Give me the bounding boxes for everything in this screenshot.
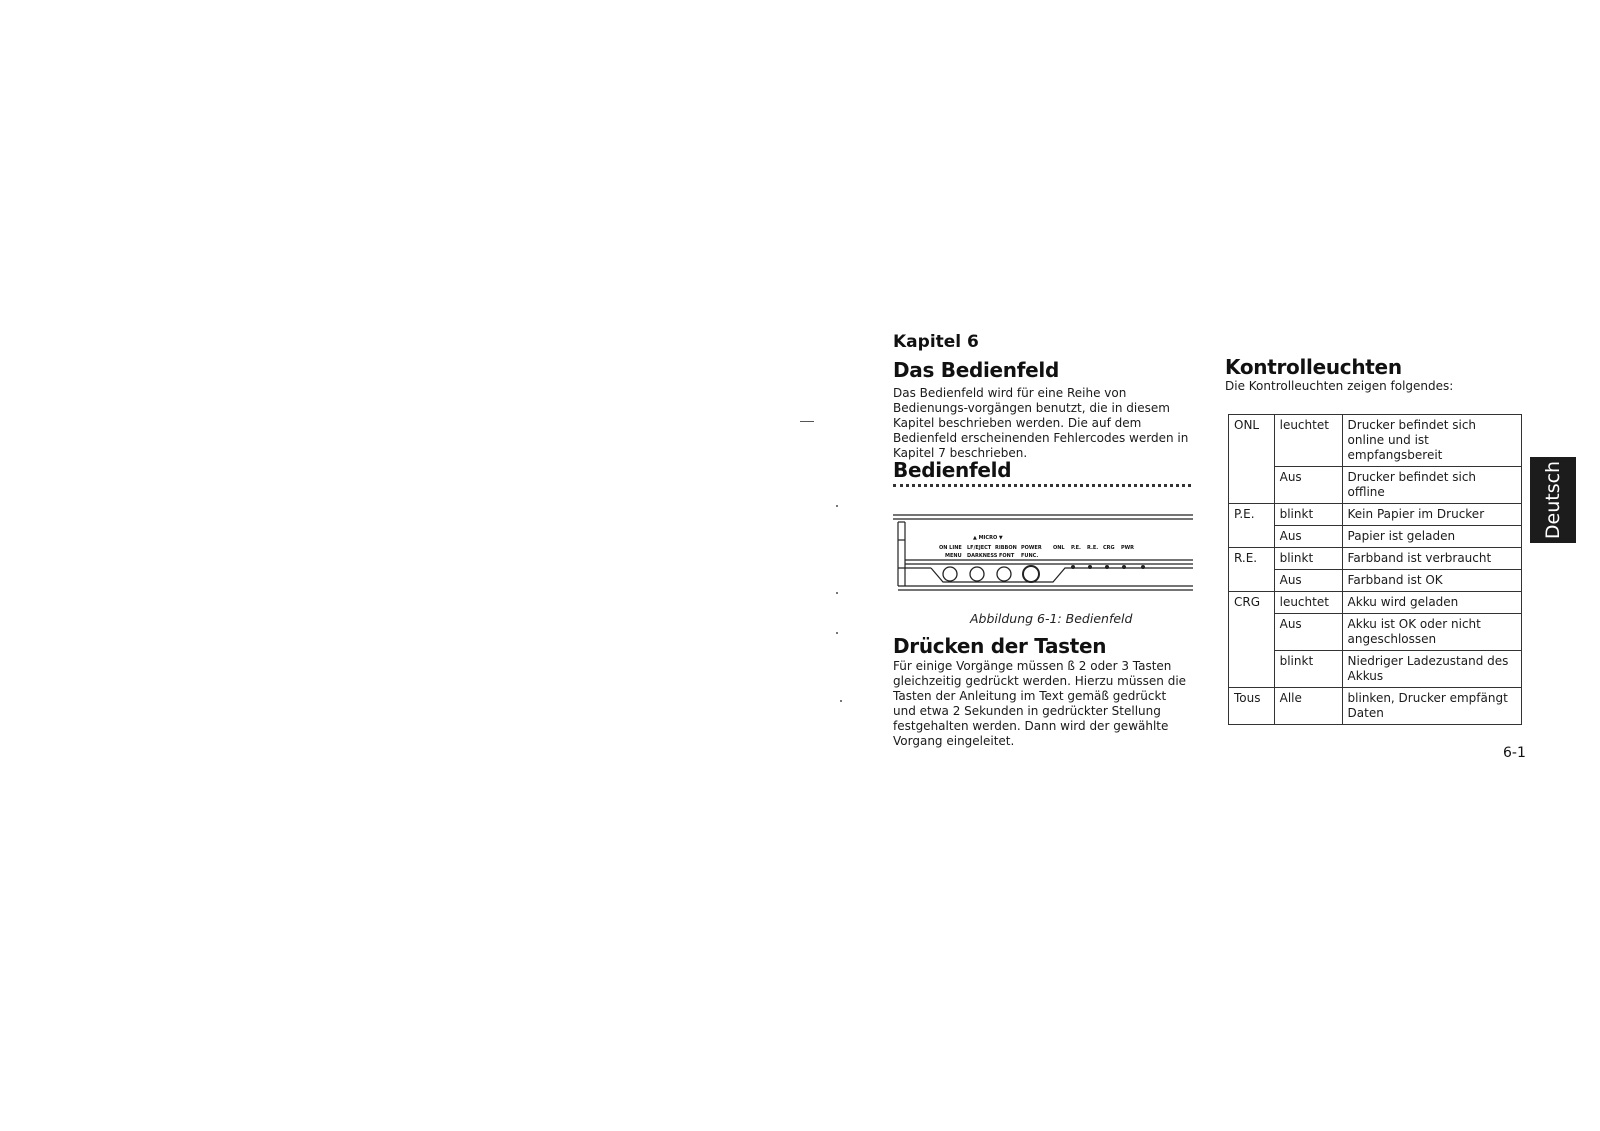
table-row (1229, 548, 1522, 570)
margin-dot (836, 592, 838, 594)
cell-desc: Papier ist geladen (1342, 526, 1521, 548)
table-row (1229, 592, 1522, 614)
cell-desc: Niedriger Ladezustand des Akkus (1342, 651, 1521, 688)
figure-caption: Abbildung 6-1: Bedienfeld (970, 611, 1133, 626)
section-title-panel: Bedienfeld (893, 458, 1012, 482)
cell-lamp: P.E. (1229, 504, 1275, 548)
lamp-crg-led (1122, 565, 1126, 569)
table-row (1229, 504, 1522, 526)
lamps-subtitle: Die Kontrolleuchten zeigen folgendes: (1225, 379, 1454, 393)
label-func: FUNC. (1021, 553, 1039, 559)
cell-state: blinkt (1274, 651, 1342, 688)
label-menu: MENU (945, 553, 962, 559)
margin-mark (800, 421, 814, 422)
section-title-keys: Drücken der Tasten (893, 634, 1107, 658)
label-lamp-pwr: PWR (1121, 545, 1135, 551)
lamp-onl-led (1071, 565, 1075, 569)
cell-desc: Akku wird geladen (1342, 592, 1521, 614)
button-online (943, 567, 957, 581)
language-tab-label: Deutsch (1542, 460, 1565, 540)
button-power (1023, 566, 1039, 582)
keys-paragraph: Für einige Vorgänge müssen ß 2 oder 3 Tasten gleichzeitig gedrückt werden. Hierzu müssen die Tasten der Anleitung im Text gemäß gedrückt und etwa 2 Sekunden in gedrückter Stellung festgehalten werden. Dann wird der gewählte Vorgang eingeleitet. (893, 659, 1187, 748)
chapter-title: Das Bedienfeld (893, 358, 1059, 382)
lamp-pe-led (1088, 565, 1092, 569)
cell-state: Aus (1274, 570, 1342, 592)
cell-state: Aus (1274, 526, 1342, 548)
cell-desc: Kein Papier im Drucker (1342, 504, 1521, 526)
cell-lamp: CRG (1229, 592, 1275, 688)
cell-desc: Farbband ist OK (1342, 570, 1521, 592)
table-row (1229, 688, 1522, 725)
lamp-pwr-led (1141, 565, 1145, 569)
label-lf-eject: LF/EJECT (967, 545, 992, 551)
cell-desc: Drucker befindet sich online und ist empfangsbereit (1342, 415, 1521, 467)
label-online: ON LINE (939, 545, 962, 551)
label-font: FONT (999, 553, 1015, 559)
button-lf-eject (970, 567, 984, 581)
cell-state: Alle (1274, 688, 1342, 725)
intro-paragraph: Das Bedienfeld wird für eine Reihe von Bedienungs-vorgängen benutzt, die in diesem Kapitel beschrieben werden. Die auf dem Bedienfeld erscheinenden Fehlercodes werden in Kapitel 7 beschrieben. (893, 386, 1189, 460)
cell-desc: Farbband ist verbraucht (1342, 548, 1521, 570)
margin-dot (836, 632, 838, 634)
cell-desc: blinken, Drucker empfängt Daten (1342, 688, 1521, 725)
cell-state: leuchtet (1274, 415, 1342, 467)
cell-desc: Drucker befindet sich offline (1342, 467, 1521, 504)
label-micro: ▲ MICRO ▼ (973, 535, 1003, 541)
dotted-rule (893, 484, 1191, 487)
cell-lamp: R.E. (1229, 548, 1275, 592)
cell-state: Aus (1274, 467, 1342, 504)
label-lamp-pe: P.E. (1071, 545, 1081, 551)
section-title-lamps: Kontrolleuchten (1225, 355, 1402, 379)
label-darkness: DARKNESS (967, 553, 998, 559)
lamps-table (1228, 414, 1522, 725)
cell-state: blinkt (1274, 504, 1342, 526)
table-row (1229, 415, 1522, 467)
control-panel-figure (893, 510, 1193, 606)
label-lamp-onl: ONL (1053, 545, 1065, 551)
cell-lamp: Tous (1229, 688, 1275, 725)
page-number: 6-1 (1503, 745, 1526, 761)
lamp-re-led (1105, 565, 1109, 569)
label-lamp-re: R.E. (1087, 545, 1099, 551)
chapter-label: Kapitel 6 (893, 332, 979, 352)
language-tab (1530, 457, 1576, 543)
cell-lamp: ONL (1229, 415, 1275, 504)
cell-state: blinkt (1274, 548, 1342, 570)
cell-desc: Akku ist OK oder nicht angeschlossen (1342, 614, 1521, 651)
button-ribbon (997, 567, 1011, 581)
margin-dot (840, 700, 842, 702)
cell-state: leuchtet (1274, 592, 1342, 614)
margin-dot (836, 505, 838, 507)
label-power: POWER (1021, 545, 1042, 551)
cell-state: Aus (1274, 614, 1342, 651)
label-lamp-crg: CRG (1103, 545, 1115, 551)
label-ribbon: RIBBON (995, 545, 1017, 551)
